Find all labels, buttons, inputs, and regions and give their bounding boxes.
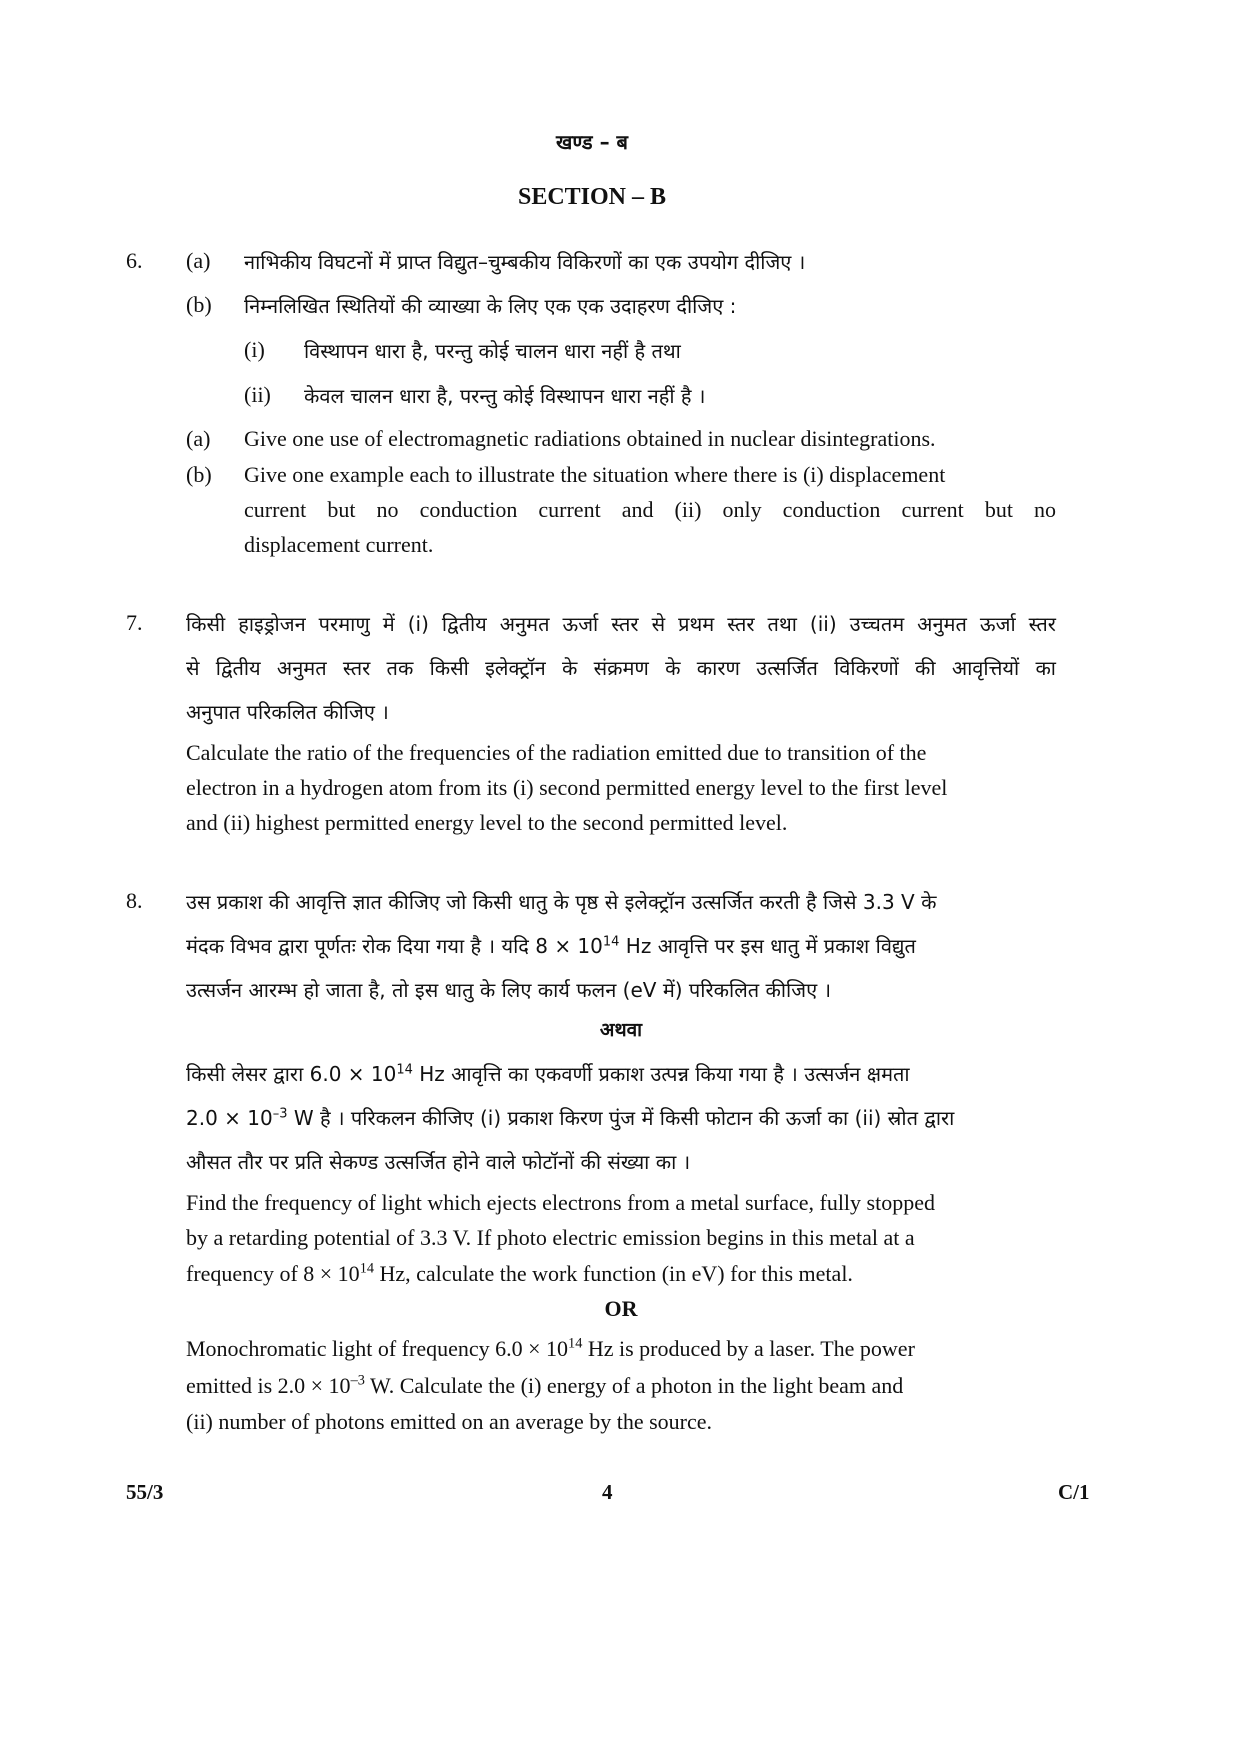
question-number-6: 6. — [126, 248, 143, 273]
q8-english-line3 — [186, 1261, 853, 1287]
q8-hindi-line5-b: W है । परिकलन कीजिए (i) प्रकाश किरण पुंज में किसी फोटान की ऊर्जा का (ii) स्रोत द्वारा — [287, 1106, 955, 1130]
q8-hindi-line2-b: Hz आवृत्ति पर इस धातु में प्रकाश विद्युत — [619, 934, 916, 958]
q6-english-part-a-label: (a) — [186, 426, 211, 451]
q8-hindi-line4-exponent: 14 — [396, 1062, 413, 1078]
q6-english-part-b-line2-text: current but no conduction current and (ii) only conduction current but no — [244, 497, 1056, 522]
q6-english-part-b-line3: displacement current. — [244, 532, 434, 557]
q6-hindi-sub-ii: केवल चालन धारा है, परन्तु कोई विस्थापन धारा नहीं है । — [304, 384, 706, 408]
q7-english-line2: electron in a hydrogen atom from its (i) second permitted energy level to the first level — [186, 775, 948, 800]
q7-hindi-line3: अनुपात परिकलित कीजिए । — [186, 700, 389, 724]
q8-english-line5-b: W. Calculate the (i) energy of a photon in the light beam and — [364, 1373, 904, 1398]
q8-english-line3-exponent: 14 — [359, 1260, 374, 1277]
section-title-english: SECTION – B — [517, 184, 667, 210]
q8-english-line5 — [186, 1373, 903, 1399]
q8-english-line3-a: frequency of 8 × 10 — [186, 1261, 360, 1286]
section-title-hindi: खण्ड – ब — [556, 130, 628, 154]
q6-hindi-sub-ii-label: (ii) — [244, 382, 271, 407]
q6-hindi-part-b: निम्नलिखित स्थितियों की व्याख्या के लिए एक एक उदाहरण दीजिए : — [244, 294, 737, 318]
q6-hindi-part-a-label: (a) — [186, 248, 211, 273]
q8-hindi-line4-a: किसी लेसर द्वारा 6.0 × 10 — [186, 1062, 397, 1086]
q6-english-part-a: Give one use of electromagnetic radiations obtained in nuclear disintegrations. — [244, 426, 936, 451]
q8-hindi-line4-b: Hz आवृत्ति का एकवर्णी प्रकाश उत्पन्न किया गया है । उत्सर्जन क्षमता — [412, 1062, 910, 1086]
q8-hindi-line4 — [186, 1060, 910, 1087]
q8-hindi-line2-a: मंदक विभव द्वारा पूर्णतः रोक दिया गया है । यदि 8 × 10 — [186, 934, 603, 958]
q8-hindi-line5-a: 2.0 × 10 — [186, 1106, 273, 1130]
q6-hindi-part-b-label: (b) — [186, 292, 212, 317]
q8-english-line3-b: Hz, calculate the work function (in eV) for this metal. — [373, 1261, 853, 1286]
question-number-8: 8. — [126, 888, 143, 913]
q6-english-part-b-line1: Give one example each to illustrate the situation where there is (i) displacement — [244, 462, 946, 487]
q6-english-part-b-label: (b) — [186, 462, 212, 487]
q7-english-line1: Calculate the ratio of the frequencies of the radiation emitted due to transition of the — [186, 740, 927, 765]
footer-page-number: 4 — [602, 1480, 613, 1504]
q8-english-line4-b: Hz is produced by a laser. The power — [582, 1336, 915, 1361]
q8-english-line4-a: Monochromatic light of frequency 6.0 × 10 — [186, 1336, 569, 1361]
q8-hindi-line3: उत्सर्जन आरम्भ हो जाता है, तो इस धातु के लिए कार्य फलन (eV में) परिकलित कीजिए । — [186, 978, 832, 1002]
q8-hindi-or: अथवा — [599, 1019, 643, 1041]
q8-english-line6: (ii) number of photons emitted on an average by the source. — [186, 1409, 713, 1434]
q8-english-line1: Find the frequency of light which ejects electrons from a metal surface, fully stopped — [186, 1190, 935, 1215]
q8-english-line5-a: emitted is 2.0 × 10 — [186, 1373, 351, 1398]
q8-english-line2: by a retarding potential of 3.3 V. If photo electric emission begins in this metal at a — [186, 1225, 915, 1250]
q8-hindi-line6: औसत तौर पर प्रति सेकण्ड उत्सर्जित होने वाले फोटॉनों की संख्या का । — [186, 1150, 691, 1174]
footer-paper-code: 55/3 — [126, 1480, 164, 1504]
q8-english-line4-exponent: 14 — [568, 1335, 583, 1352]
footer-set-code: C/1 — [1058, 1480, 1090, 1504]
q8-hindi-line2-exponent: 14 — [602, 934, 620, 950]
q7-hindi-line1: किसी हाइड्रोजन परमाणु में (i) द्वितीय अनुमत ऊर्जा स्तर से प्रथम स्तर तथा (ii) उच्चतम अनुमत ऊर्जा स्तर — [186, 612, 1056, 636]
q6-hindi-part-a: नाभिकीय विघटनों में प्राप्त विद्युत–चुम्बकीय विकिरणों का एक उपयोग दीजिए । — [244, 250, 806, 274]
q8-hindi-line1: उस प्रकाश की आवृत्ति ज्ञात कीजिए जो किसी धातु के पृष्ठ से इलेक्ट्रॉन उत्सर्जित करती है जिसे 3.3 V के — [186, 890, 937, 914]
q8-english-line4 — [186, 1336, 915, 1362]
q6-hindi-sub-i-label: (i) — [244, 337, 265, 362]
q8-english-line5-exponent: –3 — [350, 1372, 365, 1389]
q6-english-part-b-line2 — [244, 497, 1056, 523]
q8-hindi-line2 — [186, 932, 916, 959]
q8-hindi-line5-exponent: –3 — [272, 1106, 288, 1122]
q7-english-line3: and (ii) highest permitted energy level to the second permitted level. — [186, 810, 788, 835]
q8-english-or: OR — [604, 1296, 638, 1321]
q8-hindi-line5 — [186, 1104, 954, 1131]
q6-hindi-sub-i: विस्थापन धारा है, परन्तु कोई चालन धारा नहीं है तथा — [304, 339, 681, 363]
question-number-7: 7. — [126, 610, 143, 635]
q7-hindi-line2: से द्वितीय अनुमत स्तर तक किसी इलेक्ट्रॉन के संक्रमण के कारण उत्सर्जित विकिरणों की आवृत्तियों का — [186, 656, 1056, 680]
